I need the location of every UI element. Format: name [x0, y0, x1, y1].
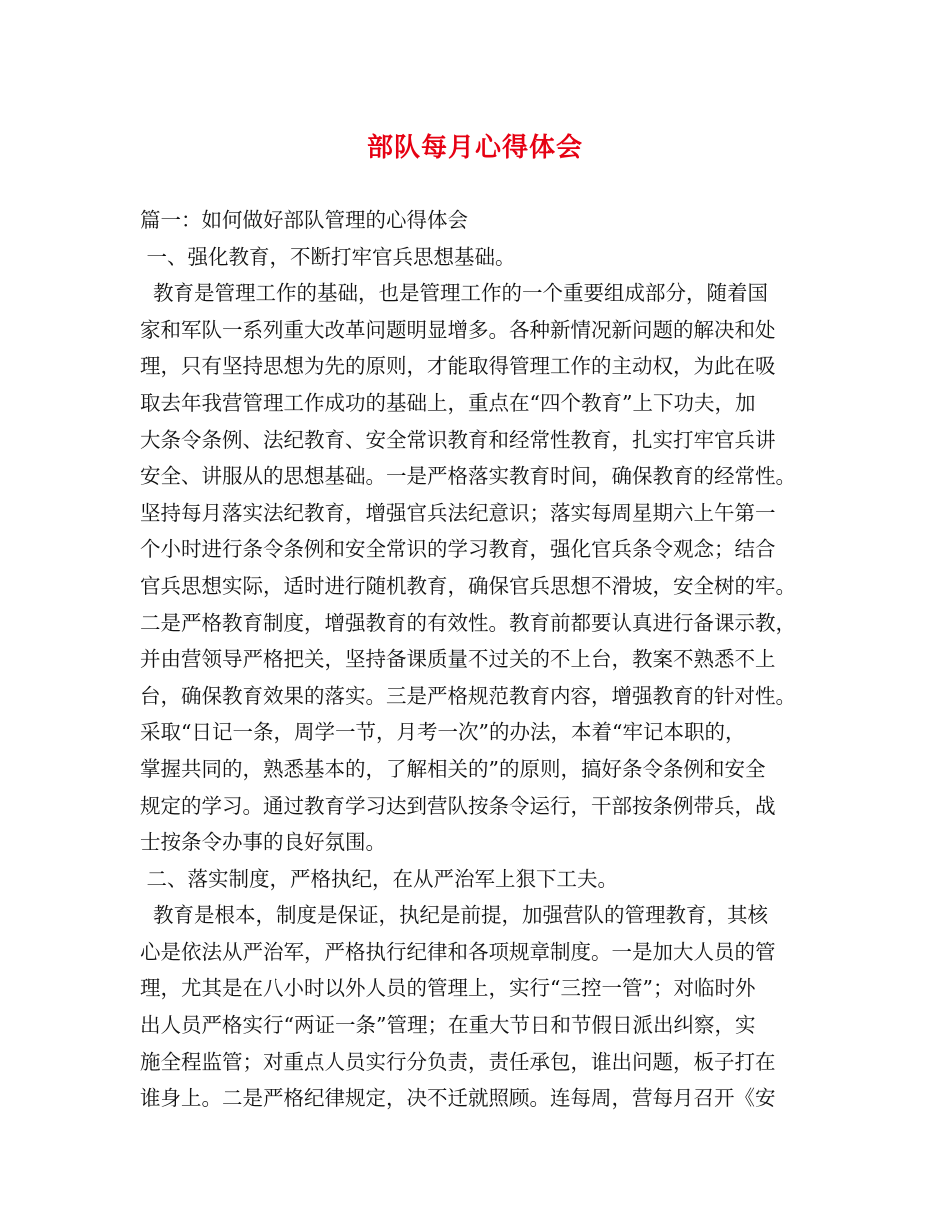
paragraph-line: 家和军队一系列重大改革问题明显增多。各种新情况新问题的解决和处 [140, 317, 776, 342]
paragraph-line: 心是依法从严治军，严格执行纪律和各项规章制度。一是加大人员的管 [140, 939, 776, 964]
paragraph-line: 坚持每月落实法纪教育，增强官兵法纪意识；落实每周星期六上午第一 [140, 500, 776, 525]
paragraph-line: 篇一：如何做好部队管理的心得体会 [140, 208, 468, 232]
paragraph-line: 采取“日记一条，周学一节，月考一次”的办法，本着“牢记本职的， [140, 720, 746, 745]
paragraph-line: 二、落实制度，严格执纪，在从严治军上狠下工夫。 [140, 866, 619, 891]
paragraph-line: 取去年我营管理工作成功的基础上，重点在“四个教育”上下功夫，加 [140, 390, 756, 415]
paragraph-line: 安全、讲服从的思想基础。一是严格落实教育时间，确保教育的经常性。 [140, 464, 796, 489]
paragraph-line: 台，确保教育效果的落实。三是严格规范教育内容，增强教育的针对性。 [140, 683, 796, 708]
paragraph-line: 出人员严格实行“两证一条”管理；在重大节日和节假日派出纠察，实 [140, 1013, 756, 1038]
paragraph-line: 官兵思想实际，适时进行随机教育，确保官兵思想不滑坡，安全树的牢。 [140, 573, 796, 598]
paragraph-line: 理，只有坚持思想为先的原则，才能取得管理工作的主动权，为此在吸 [140, 354, 776, 379]
paragraph-line: 谁身上。二是严格纪律规定，决不迁就照顾。连每周，营每月召开《安 [140, 1086, 776, 1111]
paragraph-line: 士按条令办事的良好氛围。 [140, 830, 386, 855]
paragraph-line: 二是严格教育制度，增强教育的有效性。教育前都要认真进行备课示教， [140, 610, 796, 635]
paragraph-line: 并由营领导严格把关，坚持备课质量不过关的不上台，教案不熟悉不上 [140, 647, 776, 672]
paragraph-line: 掌握共同的，熟悉基本的，了解相关的”的原则，搞好条令条例和安全 [140, 756, 766, 781]
document-body [140, 202, 840, 1117]
paragraph-line: 理，尤其是在八小时以外人员的管理上，实行“三控一管”；对临时外 [140, 976, 756, 1001]
paragraph-line: 施全程监管；对重点人员实行分负责，责任承包，谁出问题，板子打在 [140, 1049, 776, 1074]
document-title: 部队每月心得体会 [366, 133, 583, 163]
paragraph-line: 一、强化教育，不断打牢官兵思想基础。 [140, 244, 516, 269]
paragraph-line: 教育是管理工作的基础，也是管理工作的一个重要组成部分，随着国 [140, 281, 769, 306]
paragraph-line: 教育是根本，制度是保证，执纪是前提，加强营队的管理教育，其核 [140, 903, 769, 928]
paragraph-line: 个小时进行条令条例和安全常识的学习教育，强化官兵条令观念；结合 [140, 537, 776, 562]
paragraph-line: 规定的学习。通过教育学习达到营队按条令运行，干部按条例带兵，战 [140, 793, 776, 818]
paragraph-line: 大条令条例、法纪教育、安全常识教育和经常性教育，扎实打牢官兵讲 [140, 427, 776, 452]
